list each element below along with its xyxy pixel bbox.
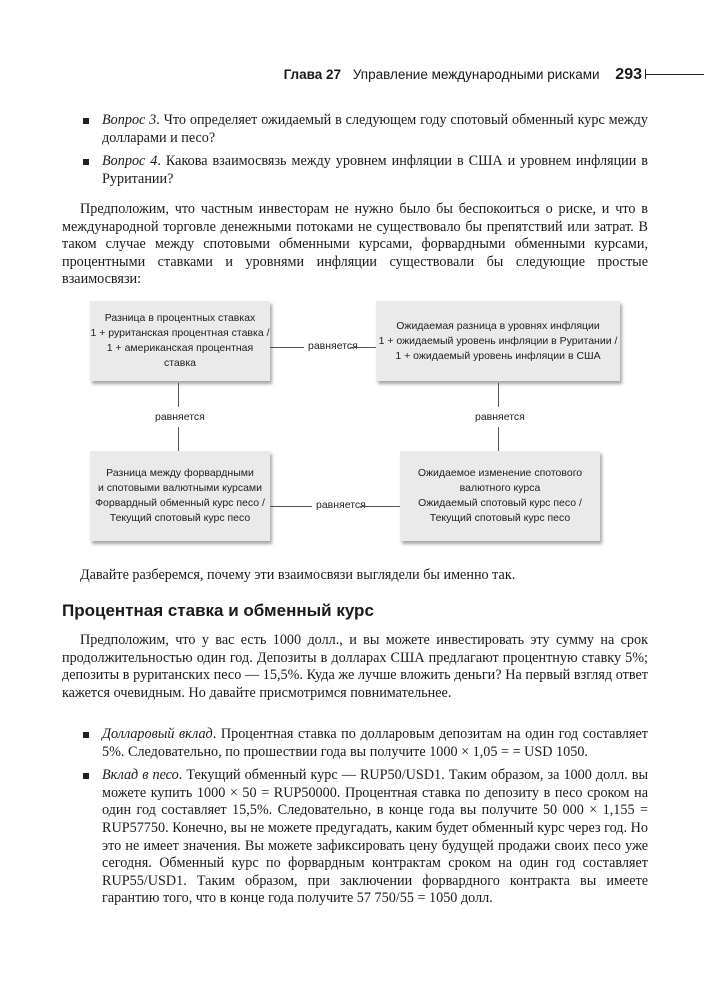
header-text: [284, 66, 642, 84]
box-line: Ожидаемая разница в уровнях инфляции: [396, 319, 600, 332]
question-label: Вопрос 4: [102, 153, 158, 170]
box-line: Разница в процентных ставках: [104, 312, 256, 324]
box-line: Разница между форвардными: [106, 467, 254, 479]
deposits-list: [62, 726, 648, 914]
list-item: [62, 153, 648, 188]
connector-line: [270, 347, 304, 348]
box-line: 1 + ожидаемый уровень инфляции в США: [395, 349, 601, 362]
box-line: Текущий спотовый курс песо: [429, 512, 571, 524]
box-line: Ожидаемое изменение спотового: [417, 467, 583, 479]
bullet-square-icon: [83, 159, 89, 165]
connector-label-left: равняется: [155, 411, 205, 423]
box-line: 1 + ожидаемый уровень инфляции в Руритании /: [378, 334, 618, 347]
box-line: и спотовыми валютными курсами: [97, 482, 263, 494]
diagram-box-forward-spot: [90, 451, 270, 541]
box-line: валютного курса: [459, 482, 541, 494]
box-line: 1 + руританская процентная ставка /: [90, 327, 270, 339]
bullet-square-icon: [83, 118, 89, 124]
chapter-title: Управление международными рисками: [352, 67, 600, 82]
diagram-box-inflation: [376, 301, 620, 381]
question-text: . Что определяет ожидаемый в следующем году спотовый обменный курс между долларами и песо?: [102, 112, 648, 146]
connector-line: [178, 383, 179, 407]
bullet-square-icon: [83, 732, 89, 738]
deposit-label: Долларовый вклад: [102, 726, 213, 742]
page-number: 293: [615, 66, 642, 83]
paragraph: Давайте разберемся, почему эти взаимосвязи выглядели бы именно так.: [80, 567, 516, 583]
section-title: Процентная ставка и обменный курс: [62, 601, 374, 620]
deposit-text: . Процентная ставка по долларовым депозитам на один год составляет 5%. Следовательно, по прошествии года вы получите 1000 × 1,05 = = USD 1050.: [102, 726, 649, 760]
connector-line: [350, 347, 376, 348]
question-text: . Какова взаимосвязь между уровнем инфляции в США и уровнем инфляции в Руритании?: [102, 153, 648, 187]
connector-line: [360, 506, 400, 507]
deposit-text: . Текущий обменный курс — RUP50/USD1. Таким образом, за 1000 долл. вы можете купить 1000 × 50 = RUP50000. Процентная ставка по депозиту в песо сроком на один год составляет 15,5%. Следовательно, в конце года вы получите 50 000 × 1,155 = RUP57750. Конечно, вы не можете предугадать, каким будет обменный курс через год. Но это не имеет значения. Вы можете зафиксировать цену будущей продажи своих песо уже сегодня. Обменный курс по форвардным контрактам сроком на один год составляет RUP55/USD1. Таким образом, при заключении форвардного контракта вы имеете гарантию того, что в конце года получите 57 750/55 = 1050 долл.: [102, 767, 648, 907]
parity-diagram: [62, 296, 648, 552]
list-item: [62, 726, 648, 761]
chapter-label: Глава 27: [283, 67, 342, 82]
connector-line: [498, 427, 499, 451]
box-line: Текущий спотовый курс песо: [109, 512, 251, 524]
connector-label-top: равняется: [308, 340, 358, 352]
diagram-box-expected-spot: [400, 451, 600, 541]
running-header: [0, 66, 704, 86]
box-line: Ожидаемый спотовый курс песо /: [418, 497, 582, 509]
bullet-square-icon: [83, 773, 89, 779]
connector-label-bottom: равняется: [316, 499, 366, 511]
connector-line: [270, 506, 312, 507]
diagram-box-interest-rates: [90, 301, 270, 381]
header-rule: [646, 74, 704, 75]
connector-label-right: равняется: [475, 411, 525, 423]
deposit-label: Вклад в песо: [102, 767, 179, 784]
paragraph: Предположим, что у вас есть 1000 долл., и вы можете инвестировать эту сумму на срок продолжительностью один год. Депозиты в долларах США предлагают процентную ставку 5%; депозиты в руританских песо — 15,5%. Куда же лучше вложить деньги? На первый взгляд ответ кажется очевидным. Но давайте присмотримся повнимательнее.: [62, 632, 648, 701]
connector-line: [498, 383, 499, 407]
connector-line: [178, 427, 179, 451]
list-item: [62, 112, 648, 147]
box-line: 1 + американская процентная ставка: [106, 342, 254, 369]
question-label: Вопрос 3: [102, 112, 157, 128]
paragraph: Предположим, что частным инвесторам не нужно было бы беспокоиться о риске, и что в международной торговле денежными потоками не существовало бы препятствий или затрат. В таком случае между спотовыми обменными курсами, форвардными обменными курсами, процентными ставками и уровнями инфляции существовали бы следующие простые взаимосвязи:: [62, 201, 648, 288]
box-line: Форвардный обменный курс песо /: [95, 497, 265, 509]
list-item: [62, 767, 648, 908]
questions-list: [62, 112, 648, 194]
